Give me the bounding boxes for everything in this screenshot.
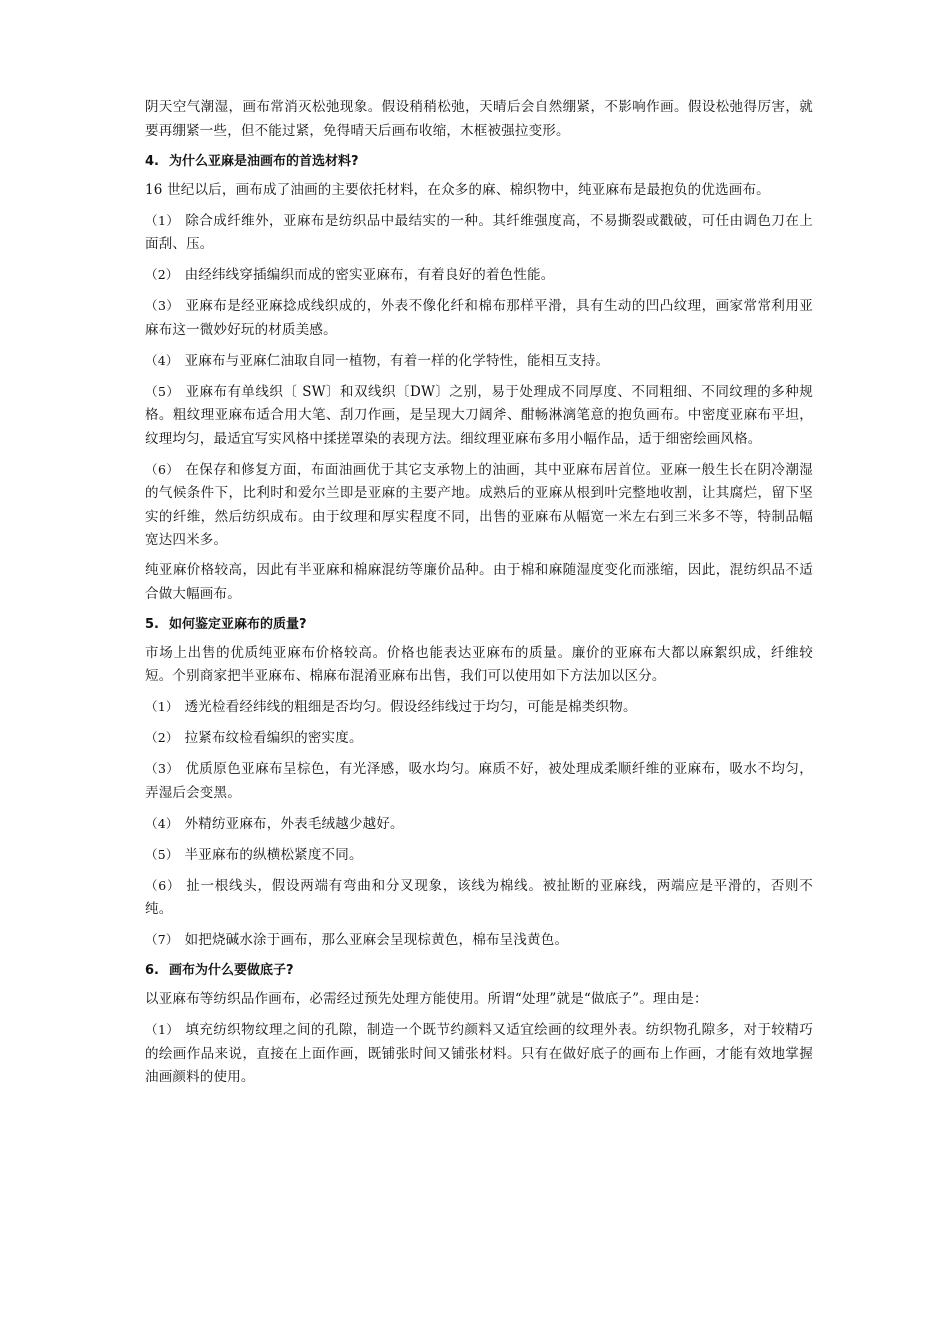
- list-text: 半亚麻布的纵横松紧度不同。: [184, 846, 363, 863]
- list-text: 扯一根线头，假设两端有弯曲和分叉现象，该线为棉线。被扯断的亚麻线，两端应是平滑的，否则不纯。: [145, 877, 813, 917]
- heading-number: 5.: [145, 616, 159, 632]
- list-text: 拉紧布纹检看编织的密实度。: [184, 730, 363, 746]
- list-item: [145, 1018, 813, 1090]
- paragraph: 16 世纪以后，画布成了油画的主要依托材料，在众多的麻、棉织物中，纯亚麻布是最抱负的优选画布。: [145, 181, 770, 198]
- list-text: 优质原色亚麻布呈棕色，有光泽感，吸水均匀。麻质不好，被处理成柔顺纤维的亚麻布，吸水不均匀，弄湿后会变黑。: [145, 761, 814, 801]
- list-item: [145, 757, 813, 805]
- list-item: [145, 209, 813, 257]
- list-item: [145, 874, 813, 922]
- list-text: 如把烧碱水涂于画布，那么亚麻会呈现棕黄色，棉布呈浅黄色。: [184, 932, 569, 948]
- paragraph: 纯亚麻价格较高，因此有半亚麻和棉麻混纺等廉价品种。由于棉和麻随湿度变化而涨缩，因此，混纺织品不适合做大幅画布。: [145, 562, 813, 602]
- heading-number: 4.: [145, 153, 159, 169]
- list-text: 亚麻布是经亚麻捻成线织成的，外表不像化纤和棉布那样平滑，具有生动的凹凸纹理，画家常常利用亚麻布这一微妙好玩的材质美感。: [145, 298, 814, 338]
- heading-text: 为什么亚麻是油画布的首选材料?: [168, 153, 359, 169]
- list-item: [145, 928, 813, 953]
- list-text: 填充纺织物纹理之间的孔隙，制造一个既节约颜料又适宜绘画的纹理外表。纺织物孔隙多，对于较精巧的绘画作品来说，直接在上面作画，既铺张时间又铺张材料。只有在做好底子的画布上作画，才能有效地掌握油画颜料的使用。: [145, 1022, 814, 1085]
- heading-text: 画布为什么要做底子?: [168, 963, 294, 978]
- list-index: （6）: [145, 461, 180, 477]
- list-index: （4）: [145, 815, 179, 831]
- list-text: 除合成纤维外，亚麻布是纺织品中最结实的一种。其纤维强度高，不易撕裂或戳破，可任由调色刀在上面刮、压。: [145, 212, 814, 252]
- list-index: （5）: [145, 846, 179, 862]
- list-index: （7）: [145, 932, 179, 947]
- list-index: （5）: [145, 383, 180, 399]
- list-item: [145, 380, 813, 452]
- section-heading-6: [145, 959, 813, 982]
- list-item: [145, 458, 813, 553]
- list-item: [145, 726, 813, 751]
- list-index: （4）: [145, 352, 179, 368]
- list-index: （3）: [145, 298, 180, 313]
- list-item: [145, 695, 813, 720]
- section-heading-5: [145, 613, 813, 636]
- list-item: [145, 812, 813, 837]
- list-index: （1）: [145, 699, 179, 714]
- document-page: [145, 96, 813, 1096]
- list-index: （1）: [145, 1022, 180, 1037]
- paragraph: 市场上出售的优质纯亚麻布价格较高。价格也能表达亚麻布的质量。廉价的亚麻布大都以麻絮织成，纤维较短。个别商家把半亚麻布、棉麻布混淆亚麻布出售，我们可以使用如下方法加以区分。: [145, 644, 813, 684]
- list-text: 亚麻布与亚麻仁油取自同一植物，有着一样的化学特性，能相互支持。: [184, 352, 610, 369]
- list-item: [145, 263, 813, 288]
- list-item: [145, 843, 813, 868]
- list-text: 外精纺亚麻布，外表毛绒越少越好。: [184, 815, 404, 832]
- list-text: 在保存和修复方面，布面油画优于其它支承物上的油画，其中亚麻布居首位。亚麻一般生长在阴冷潮湿的气候条件下，比利时和爱尔兰即是亚麻的主要产地。成熟后的亚麻从根到叶完整地收割，让其腐烂，留下坚实的纤维，然后纺织成布。由于纹理和厚实程度不同，出售的亚麻布从幅宽一米左右到三米多不等，特制品幅宽达四米多。: [145, 461, 814, 548]
- list-index: （2）: [145, 267, 179, 282]
- heading-text: 如何鉴定亚麻布的质量?: [168, 616, 307, 632]
- list-item: [145, 349, 813, 374]
- paragraph: 阴天空气潮湿，画布常消灭松弛现象。假设稍稍松弛，天晴后会自然绷紧，不影响作画。假设松弛得厉害，就要再绷紧一些，但不能过紧，免得晴天后画布收缩，木框被强拉变形。: [145, 99, 813, 139]
- list-index: （1）: [145, 212, 180, 228]
- list-index: （6）: [145, 877, 181, 893]
- list-item: [145, 294, 813, 342]
- list-text: 亚麻布有单线织〔 SW〕和双线织〔DW〕之别，易于处理成不同厚度、不同粗细、不同纹理的多种规格。粗纹理亚麻布适合用大笔、刮刀作画，是呈现大刀阔斧、酣畅淋漓笔意的抱负画布。中密度亚麻布平坦，纹理均匀，最适宜写实风格中揉搓罩染的表现方法。细纹理亚麻布多用小幅作品，适于细密绘画风格。: [145, 383, 813, 447]
- list-text: 透光检看经纬线的粗细是否均匀。假设经纬线过于均匀，可能是棉类织物。: [184, 699, 637, 715]
- paragraph: 以亚麻布等纺织品作画布，必需经过预先处理方能使用。所谓“处理”就是“做底子”。理由是：: [145, 991, 708, 1007]
- list-index: （3）: [145, 761, 180, 776]
- heading-number: 6.: [145, 963, 159, 978]
- list-index: （2）: [145, 730, 179, 745]
- section-heading-4: [145, 150, 813, 173]
- list-text: 由经纬线穿插编织而成的密实亚麻布，有着良好的着色性能。: [184, 267, 555, 283]
